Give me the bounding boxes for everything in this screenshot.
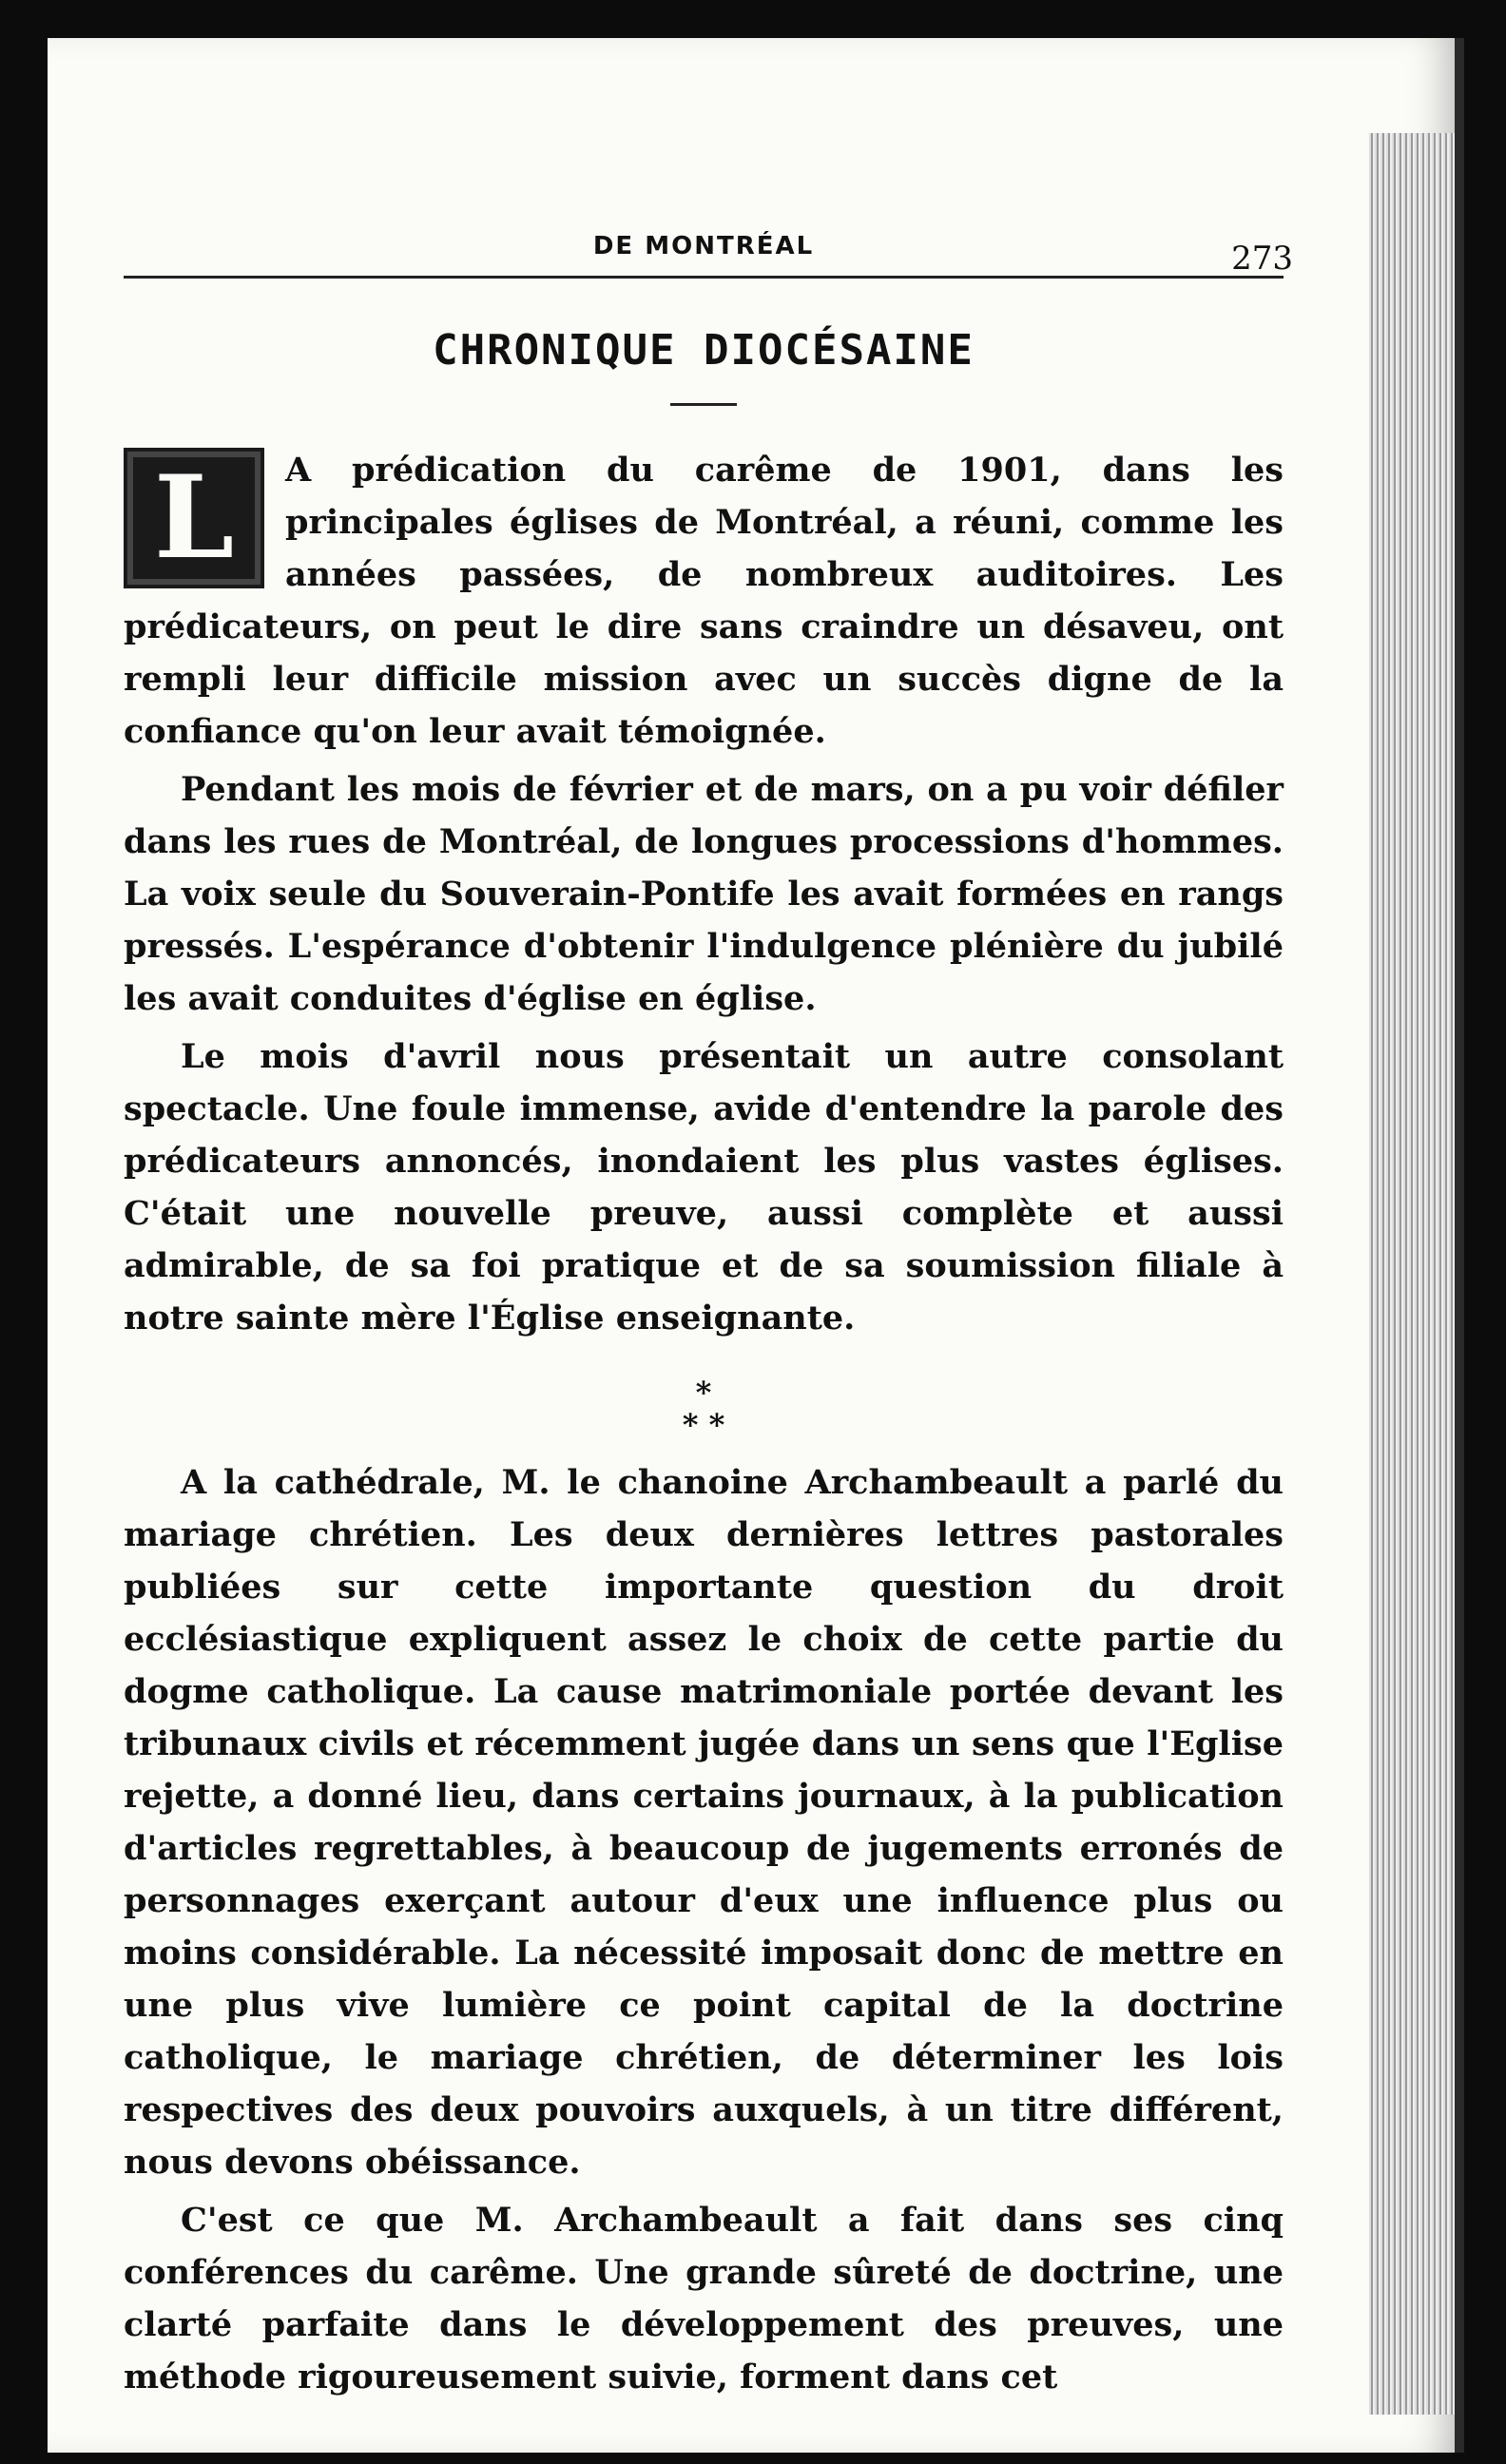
paragraph-5: C'est ce que M. Archambeault a fait dans ses cinq conférences du carême. Une grande sûreté de doctrine, une clarté parfaite dans le développement des preuves, une méthode rigoureusement suivie, forment dans cet	[124, 2201, 1284, 2397]
asterism-divider	[124, 1376, 1284, 1441]
asterism-top: *	[695, 1375, 712, 1411]
paragraph-1	[124, 444, 1284, 758]
dropcap-letter: L	[124, 448, 264, 588]
page-number: 273	[1231, 240, 1293, 278]
paragraph-2: Pendant les mois de février et de mars, on a pu voir défiler dans les rues de Montréal, de longues processions d'hommes. La voix seule du Souverain-Pontife les avait formées en rangs pressés. L'espérance d'obtenir l'indulgence plénière du jubilé les avait conduites d'église en église.	[124, 770, 1284, 1018]
paragraph-1-text: A prédication du carême de 1901, dans les principales églises de Montréal, a réuni, comme les années passées, de nombreux auditoires. Les prédicateurs, on peut le dire sans craindre un désaveu, ont rempli leur difficile mission avec un succès digne de la confiance qu'on leur avait témoignée.	[124, 451, 1284, 751]
page-edges	[1369, 133, 1455, 2415]
book-page	[48, 38, 1464, 2453]
article-title: CHRONIQUE DIOCÉSAINE	[433, 326, 975, 375]
asterism-bottom: * *	[682, 1407, 725, 1443]
paragraph-4: A la cathédrale, M. le chanoine Archambeault a parlé du mariage chrétien. Les deux dernières lettres pastorales publiées sur cette importante question du droit ecclésiastique expliquent assez le choix de cette partie du dogme catholique. La cause matrimoniale portée devant les tribunaux civils et récemment jugée dans un sens que l'Eglise rejette, a donné lieu, dans certains journaux, à la publication d'articles regrettables, à beaucoup de jugements erronés de personnages exerçant autour d'eux une influence plus ou moins considérable. La nécessité imposait donc de mettre en une plus vive lumière ce point capital de la doctrine catholique, le mariage chrétien, de déterminer les lois respectives des deux pouvoirs auxquels, à un titre différent, nous devons obéissance.	[124, 1463, 1284, 2182]
running-title: DE MONTRÉAL	[592, 232, 815, 260]
page-content	[124, 219, 1293, 2403]
title-rule	[670, 403, 737, 406]
running-head	[124, 219, 1293, 279]
paragraph-3: Le mois d'avril nous présentait un autre consolant spectacle. Une foule immense, avide d'entendre la parole des prédicateurs annoncés, inondaient les plus vastes églises. C'était une nouvelle preuve, aussi complète et aussi admirable, de sa foi pratique et de sa soumission filiale à notre sainte mère l'Église enseignante.	[124, 1037, 1284, 1338]
